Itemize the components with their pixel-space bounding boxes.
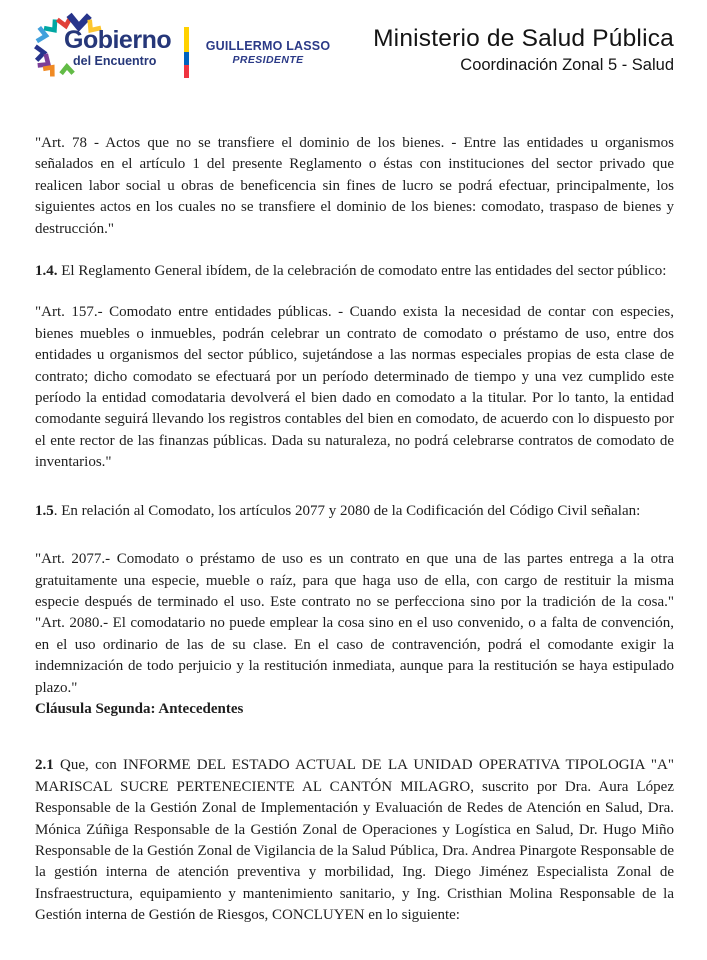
clause-segunda-heading: Cláusula Segunda: Antecedentes <box>35 700 244 717</box>
president-title: PRESIDENTE <box>232 54 304 66</box>
ministry-subtitle: Coordinación Zonal 5 - Salud <box>460 55 674 74</box>
paragraph-art-78: "Art. 78 - Actos que no se transfiere el dominio de los bienes. - Entre las entidades u organismos señalados en el artículo 1 del presente Reglamento o éstas con instituciones del sector privado que realicen labor social u obras de beneficencia sin fines de lucro se podrá efectuar, principalmente, los siguientes actos en los cuales no se transfiere el dominio de los bienes: comodato, traspaso de bienes y destrucción." <box>35 135 674 237</box>
gobierno-logo-subtext: del Encuentro <box>73 54 157 68</box>
paragraph-art-2077-2080: "Art. 2077.- Comodato o préstamo de uso es un contrato en que una de las partes entrega a la otra gratuitamente una especie, mueble o raíz, para que haga uso de ella, con cargo de restituir la misma especie después de terminado el uso. Este contrato no se perfecciona sino por la tradición de la cosa." "Art. 2080.- El comodatario no puede emplear la cosa sino en el uso convenido, o a falta de convención, en el uso ordinario de las de su clase. En el caso de contravención, podrá el comodante exigir la indemnización de todo perjuicio y la restitución inmediata, aunque para la restitución se haya estipulado plazo." <box>35 551 674 696</box>
gobierno-logo-text: Gobierno <box>64 26 172 54</box>
clause-number: 1.5 <box>35 502 54 519</box>
president-name: GUILLERMO LASSO <box>205 39 331 53</box>
paragraph-art-157: "Art. 157.- Comodato entre entidades públicas. - Cuando exista la necesidad de contar con especies, bienes muebles o inmuebles, podrán celebrar un contrato de comodato o préstamo de uso, entre dos entidades u organismos del sector público, sujetándose a las normas especiales propias de esta clase de contrato; dicho comodato se efectuará por un período determinado de tiempo y una vez cumplido este período la entidad comodataria devolverá el bien dado en comodato a la titular. Por lo tanto, la entidad comodante seguirá llevando los registros contables del bien en comodato, de acuerdo con lo dispuesto por el ente rector de las finanzas públicas. Dada su naturaleza, no podrá celebrarse contratos de comodato de inventarios." <box>35 304 674 471</box>
paragraph-1-4: 1.4. El Reglamento General ibídem, de la celebración de comodato entre las entidades del sector público: <box>35 263 667 280</box>
clause-number: 2.1 <box>35 757 54 774</box>
ecuador-flag-bar <box>184 27 189 78</box>
president-block <box>203 39 333 66</box>
paragraph-2-1: 2.1 Que, con INFORME DEL ESTADO ACTUAL DE LA UNIDAD OPERATIVA TIPOLOGIA "A" MARISCAL SUCRE PERTENECIENTE AL CANTÓN MILAGRO, suscrito por Dra. Aura López Responsable de la Gestión Zonal de Implementación y Evaluación de Redes de Atención en Salud, Dra. Mónica Zúñiga Responsable de la Gestión Zonal de Operaciones y Logística en Salud, Dr. Hugo Miño Responsable de la Gestión Zonal de Vigilancia de la Salud Pública, Dra. Andrea Pinargote Responsable de la gestión interna de atención preventiva y morbilidad, Ing. Diego Jiménez Especialista Zonal de Insfraestructura, equipamiento y mantenimiento sanitario, y Ing. Cristhian Molina Responsable de la Gestión interna de Gestión de Riesgos, CONCLUYEN en lo siguiente: <box>35 757 674 924</box>
document-header <box>0 0 707 96</box>
document-body <box>0 133 707 927</box>
paragraph-1-5: 1.5. En relación al Comodato, los artículos 2077 y 2080 de la Codificación del Código Civil señalan: <box>35 502 641 519</box>
clause-number: 1.4. <box>35 263 58 280</box>
ministry-header <box>373 26 674 76</box>
ministry-title: Ministerio de Salud Pública <box>373 25 674 52</box>
